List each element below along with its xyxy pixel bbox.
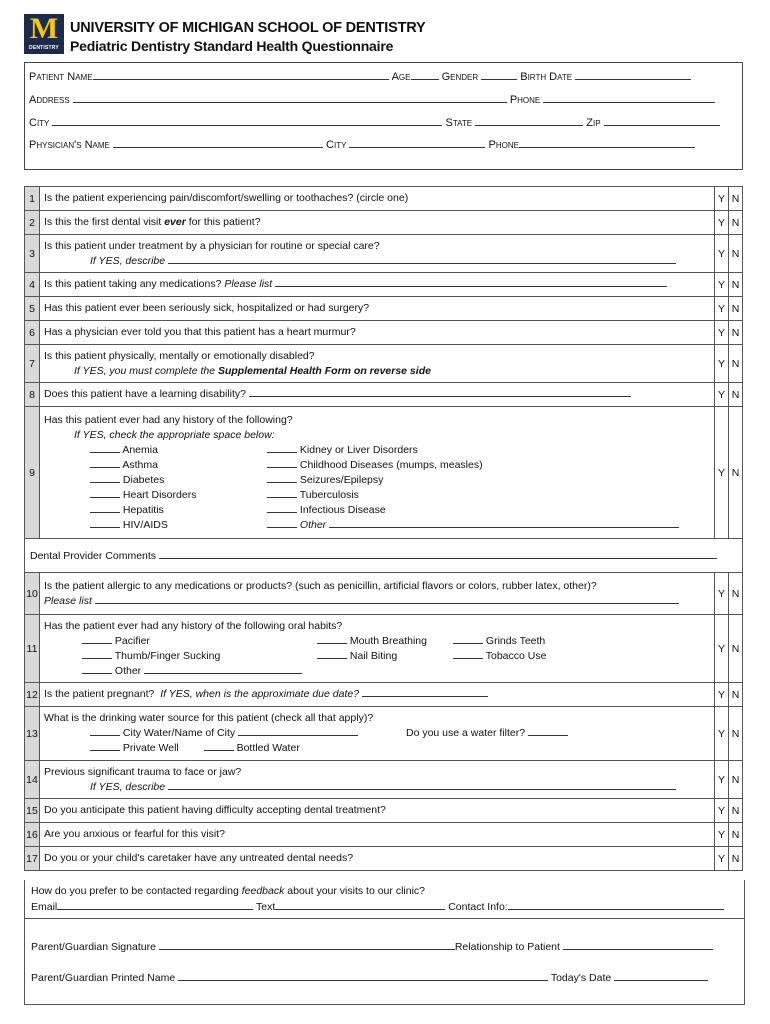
- check-blank[interactable]: [82, 649, 112, 659]
- physician-city-label: City: [326, 139, 347, 151]
- physician-city-field[interactable]: [349, 138, 485, 148]
- check-blank[interactable]: [90, 518, 120, 528]
- age-field[interactable]: [411, 70, 439, 80]
- check-blank[interactable]: [204, 741, 234, 751]
- no-option[interactable]: N: [729, 235, 743, 273]
- question-text: Has this patient ever been seriously sick, hospitalized or had surgery?: [40, 297, 715, 321]
- question-row: [25, 573, 743, 615]
- yes-option[interactable]: Y: [715, 707, 729, 761]
- habit-item: Thumb/Finger Sucking: [114, 649, 221, 662]
- condition-checklist: [44, 443, 710, 533]
- check-blank[interactable]: [90, 458, 120, 468]
- date-field[interactable]: [614, 971, 708, 981]
- question-cell: [40, 683, 715, 707]
- question-subtext: Please list: [224, 278, 273, 290]
- question-number: 16: [25, 823, 40, 847]
- yes-option[interactable]: Y: [715, 273, 729, 297]
- yes-option[interactable]: Y: [715, 615, 729, 683]
- question-row: [25, 273, 743, 297]
- yes-option[interactable]: Y: [715, 211, 729, 235]
- no-option[interactable]: N: [729, 321, 743, 345]
- yes-option[interactable]: Y: [715, 823, 729, 847]
- question-row: [25, 235, 743, 273]
- question-cell: [40, 273, 715, 297]
- habit-item: Grinds Teeth: [485, 634, 546, 647]
- questionnaire-table: [24, 186, 743, 871]
- check-blank[interactable]: [90, 488, 120, 498]
- check-blank[interactable]: [267, 503, 297, 513]
- check-blank[interactable]: [453, 634, 483, 644]
- check-blank[interactable]: [317, 634, 347, 644]
- yes-option[interactable]: Y: [715, 235, 729, 273]
- condition-item: Heart Disorders: [122, 488, 197, 501]
- question-number: 9: [25, 407, 40, 539]
- birth-date-label: Birth Date: [520, 71, 573, 83]
- no-option[interactable]: N: [729, 707, 743, 761]
- question-text: Is this patient physically, mentally or emotionally disabled?: [44, 349, 315, 362]
- condition-item: HIV/AIDS: [122, 518, 168, 531]
- question-cell: [40, 615, 715, 683]
- question-cell: [40, 383, 715, 407]
- check-blank[interactable]: [267, 488, 297, 498]
- state-field[interactable]: [475, 116, 583, 126]
- no-option[interactable]: N: [729, 211, 743, 235]
- check-blank[interactable]: [267, 518, 297, 528]
- no-option[interactable]: N: [729, 615, 743, 683]
- printed-name-field[interactable]: [178, 971, 548, 981]
- date-label: Today's Date: [550, 972, 612, 984]
- condition-item: Diabetes: [122, 473, 165, 486]
- question-text-b: for this patient?: [185, 216, 261, 228]
- question-number: 12: [25, 683, 40, 707]
- question-number: 10: [25, 573, 40, 615]
- text-label: Text: [256, 901, 276, 913]
- question-text: Is this patient under treatment by a physician for routine or special care?: [44, 239, 380, 252]
- yes-option[interactable]: Y: [715, 383, 729, 407]
- question-text: Do you anticipate this patient having difficulty accepting dental treatment?: [40, 799, 715, 823]
- physician-name-label: Physician's Name: [29, 139, 110, 151]
- school-name: UNIVERSITY OF MICHIGAN SCHOOL OF DENTISTRY: [70, 20, 426, 36]
- no-option[interactable]: N: [729, 573, 743, 615]
- phone-label: Phone: [509, 94, 541, 106]
- patient-name-label: Patient Name: [29, 71, 93, 83]
- yes-option[interactable]: Y: [715, 297, 729, 321]
- question-number: 7: [25, 345, 40, 383]
- question-row: [25, 707, 743, 761]
- no-option[interactable]: N: [729, 297, 743, 321]
- question-subtext: If YES, you must complete the: [74, 364, 218, 377]
- question-row: [25, 321, 743, 345]
- email-label: Email: [31, 901, 58, 913]
- question-row: [25, 799, 743, 823]
- question-text: Is the patient experiencing pain/discomfort/swelling or toothaches? (circle one): [40, 187, 715, 211]
- no-option[interactable]: N: [729, 823, 743, 847]
- question-row: [25, 383, 743, 407]
- habits-checklist: [44, 634, 710, 679]
- yes-option[interactable]: Y: [715, 573, 729, 615]
- question-text: Is the patient allergic to any medications or products? (such as penicillin, artificial flavors or colors, rubber latex, other)?: [44, 579, 597, 592]
- question-row: [25, 761, 743, 799]
- yes-option[interactable]: Y: [715, 683, 729, 707]
- habit-item: Pacifier: [114, 634, 150, 647]
- question-row: [25, 847, 743, 871]
- question-row: [25, 187, 743, 211]
- birth-date-field[interactable]: [575, 70, 691, 80]
- question-text: Are you anxious or fearful for this visit?: [40, 823, 715, 847]
- question-number: 11: [25, 615, 40, 683]
- no-option[interactable]: N: [729, 345, 743, 383]
- no-option[interactable]: N: [729, 799, 743, 823]
- state-label: State: [445, 117, 473, 129]
- no-option[interactable]: N: [729, 761, 743, 799]
- yes-option[interactable]: Y: [715, 761, 729, 799]
- answer-line[interactable]: [95, 594, 679, 604]
- printed-name-label: Parent/Guardian Printed Name: [31, 972, 176, 984]
- check-blank[interactable]: [82, 634, 112, 644]
- contact-info-label: Contact Info:: [448, 901, 508, 913]
- question-text-emphasis: ever: [164, 216, 186, 228]
- habit-item: Other: [114, 664, 142, 677]
- contact-signature-section: [24, 880, 745, 1005]
- question-cell: [40, 345, 715, 383]
- city-label: City: [29, 117, 50, 129]
- contact-info-field[interactable]: [508, 900, 724, 910]
- physician-name-field[interactable]: [113, 138, 323, 148]
- habit-item: Tobacco Use: [485, 649, 547, 662]
- question-text: Do you or your child's caretaker have any untreated dental needs?: [40, 847, 715, 871]
- comments-cell: [25, 539, 743, 573]
- question-number: 6: [25, 321, 40, 345]
- answer-line[interactable]: [144, 664, 302, 674]
- condition-item: Asthma: [122, 458, 158, 471]
- contact-prompt-b: about your visits to our clinic?: [284, 885, 425, 897]
- zip-field[interactable]: [604, 116, 720, 126]
- condition-item: Kidney or Liver Disorders: [299, 443, 418, 456]
- answer-line[interactable]: [249, 387, 631, 397]
- question-text: Has a physician ever told you that this patient has a heart murmur?: [40, 321, 715, 345]
- logo-text: DENTISTRY: [29, 45, 59, 51]
- physician-phone-label: Phone: [488, 139, 519, 151]
- question-number: 3: [25, 235, 40, 273]
- question-number: 15: [25, 799, 40, 823]
- question-text: Has the patient ever had any history of the following oral habits?: [44, 619, 343, 632]
- yes-option[interactable]: Y: [715, 187, 729, 211]
- question-number: 13: [25, 707, 40, 761]
- age-label: Age: [391, 71, 411, 83]
- habit-item: Mouth Breathing: [349, 634, 427, 647]
- question-row: [25, 345, 743, 383]
- question-number: 17: [25, 847, 40, 871]
- question-number: 8: [25, 383, 40, 407]
- question-subtext: Please list: [44, 594, 92, 607]
- comments-label: Dental Provider Comments: [30, 550, 157, 562]
- check-blank[interactable]: [90, 741, 120, 751]
- question-cell: [40, 407, 715, 539]
- question-text: Previous significant trauma to face or jaw?: [44, 765, 242, 778]
- patient-info-box: [24, 62, 743, 170]
- question-number: 4: [25, 273, 40, 297]
- habit-item: Nail Biting: [349, 649, 398, 662]
- no-option[interactable]: N: [729, 383, 743, 407]
- condition-item: Other: [299, 518, 327, 531]
- university-logo: [24, 14, 64, 54]
- question-subtext: If YES, describe: [90, 780, 166, 793]
- condition-item: Childhood Diseases (mumps, measles): [299, 458, 483, 471]
- condition-item: Anemia: [122, 443, 158, 456]
- zip-label: Zip: [586, 117, 601, 129]
- question-number: 5: [25, 297, 40, 321]
- question-text: Has this patient ever had any history of the following?: [44, 413, 293, 426]
- question-subtext: If YES, when is the approximate due date?: [160, 688, 360, 700]
- question-cell: [40, 707, 715, 761]
- answer-line[interactable]: [168, 780, 676, 790]
- gender-label: Gender: [441, 71, 479, 83]
- text-field[interactable]: [275, 900, 445, 910]
- condition-item: Seizures/Epilepsy: [299, 473, 384, 486]
- question-row: [25, 683, 743, 707]
- no-option[interactable]: N: [729, 847, 743, 871]
- check-blank[interactable]: [90, 726, 120, 736]
- water-option: City Water/Name of City: [122, 727, 236, 739]
- check-blank[interactable]: [267, 473, 297, 483]
- logo-letter: M: [29, 12, 59, 45]
- relationship-field[interactable]: [563, 940, 713, 950]
- check-blank[interactable]: [90, 473, 120, 483]
- answer-line[interactable]: [528, 726, 568, 736]
- question-row: [25, 823, 743, 847]
- physician-phone-field[interactable]: [519, 138, 695, 148]
- contact-prompt-a: How do you prefer to be contacted regarding: [31, 885, 242, 897]
- yes-option[interactable]: Y: [715, 799, 729, 823]
- no-option[interactable]: N: [729, 273, 743, 297]
- question-row: [25, 297, 743, 321]
- question-number: 2: [25, 211, 40, 235]
- no-option[interactable]: N: [729, 407, 743, 539]
- question-number: 1: [25, 187, 40, 211]
- no-option[interactable]: N: [729, 683, 743, 707]
- email-field[interactable]: [57, 900, 253, 910]
- answer-line[interactable]: [362, 687, 488, 697]
- water-filter-question: Do you use a water filter?: [406, 727, 526, 739]
- question-cell: [40, 761, 715, 799]
- condition-item: Infectious Disease: [299, 503, 386, 516]
- no-option[interactable]: N: [729, 187, 743, 211]
- address-field[interactable]: [73, 93, 507, 103]
- check-blank[interactable]: [267, 443, 297, 453]
- question-subtext: If YES, describe: [90, 254, 166, 267]
- comments-row: [25, 539, 743, 573]
- check-blank[interactable]: [267, 458, 297, 468]
- question-text-a: Is this the first dental visit: [44, 216, 165, 228]
- question-text: Does this patient have a learning disability?: [44, 388, 246, 400]
- condition-item: Tuberculosis: [299, 488, 359, 501]
- phone-field[interactable]: [543, 93, 715, 103]
- answer-line[interactable]: [329, 518, 679, 528]
- yes-option[interactable]: Y: [715, 345, 729, 383]
- question-row: [25, 211, 743, 235]
- question-cell: [40, 235, 715, 273]
- condition-item: Hepatitis: [122, 503, 164, 516]
- signature-field[interactable]: [159, 940, 455, 950]
- question-row: [25, 407, 743, 539]
- yes-option[interactable]: Y: [715, 321, 729, 345]
- comments-line[interactable]: [159, 549, 717, 559]
- question-text: Is this patient taking any medications?: [44, 278, 222, 290]
- yes-option[interactable]: Y: [715, 847, 729, 871]
- answer-line[interactable]: [275, 277, 667, 287]
- address-label: Address: [29, 94, 70, 106]
- question-text: Is the patient pregnant?: [44, 688, 155, 700]
- check-blank[interactable]: [317, 649, 347, 659]
- answer-line[interactable]: [168, 254, 676, 264]
- check-blank[interactable]: [453, 649, 483, 659]
- water-option: Private Well: [122, 742, 179, 754]
- question-text: What is the drinking water source for this patient (check all that apply)?: [44, 712, 374, 724]
- question-subtext: If YES, check the appropriate space below:: [74, 428, 275, 441]
- check-blank[interactable]: [90, 443, 120, 453]
- relationship-label: Relationship to Patient: [454, 941, 560, 953]
- answer-line[interactable]: [238, 726, 358, 736]
- form-title: Pediatric Dentistry Standard Health Questionnaire: [70, 38, 394, 54]
- contact-prompt-emphasis: feedback: [241, 885, 285, 897]
- question-subtext-bold: Supplemental Health Form on reverse side: [217, 364, 431, 377]
- question-text: [40, 211, 715, 235]
- water-option: Bottled Water: [236, 742, 300, 754]
- gender-field[interactable]: [481, 70, 517, 80]
- yes-option[interactable]: Y: [715, 407, 729, 539]
- check-blank[interactable]: [90, 503, 120, 513]
- question-number: 14: [25, 761, 40, 799]
- check-blank[interactable]: [82, 664, 112, 674]
- question-row: [25, 615, 743, 683]
- city-field[interactable]: [52, 116, 442, 126]
- signature-label: Parent/Guardian Signature: [31, 941, 156, 953]
- patient-name-field[interactable]: [93, 70, 389, 80]
- question-cell: [40, 573, 715, 615]
